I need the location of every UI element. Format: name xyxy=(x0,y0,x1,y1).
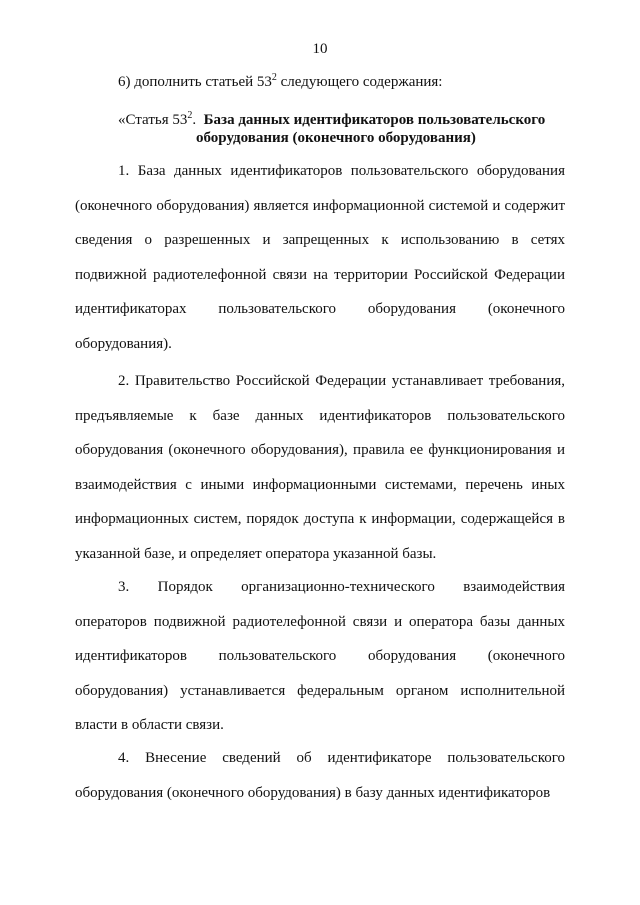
article-heading xyxy=(118,111,568,147)
article-number-superscript: 2 xyxy=(187,110,193,121)
paragraph-3: 3. Порядок организационно-технического взаимодействия операторов подвижной радиотелефонной связи и оператора базы данных идентификаторов пользовательского оборудования (оконечного оборудования) устанавливается федеральным органом исполнительной власти в области связи. xyxy=(75,579,565,733)
article-number-text: «Статья 53 xyxy=(118,112,188,128)
amendment-intro-superscript: 2 xyxy=(271,72,277,83)
page-number: 10 xyxy=(312,41,328,57)
article-title-line-2: оборудования (оконечного оборудования) xyxy=(196,130,476,146)
article-number-dot: . xyxy=(192,112,197,128)
paragraph-1: 1. База данных идентификаторов пользовательского оборудования (оконечного оборудования) является информационной системой и содержит сведения о разрешенных и запрещенных к использованию в сетях подвижной радиотелефонной связи на территории Российской Федерации идентификаторах пользовательского оборудования (оконечного оборудования). xyxy=(75,163,565,352)
amendment-intro xyxy=(118,73,442,91)
paragraph-2: 2. Правительство Российской Федерации устанавливает требования, предъявляемые к базе данных идентификаторов пользовательского оборудования (оконечного оборудования), правила ее функционирования и взаимодействия с иными информационными системами, перечень иных информационных систем, порядок доступа к информации, содержащейся в указанной базе, и определяет оператора указанной базы. xyxy=(75,373,565,562)
amendment-intro-text: 6) дополнить статьей 53 xyxy=(118,74,272,90)
paragraph-4: 4. Внесение сведений об идентификаторе пользовательского оборудования (оконечного оборудования) в базу данных идентификаторов xyxy=(75,750,565,801)
article-heading-row-1 xyxy=(118,111,568,129)
amendment-intro-text-end: следующего содержания: xyxy=(276,74,443,90)
article-title-line-1: База данных идентификаторов пользовательского xyxy=(203,112,546,128)
article-number xyxy=(118,112,196,128)
